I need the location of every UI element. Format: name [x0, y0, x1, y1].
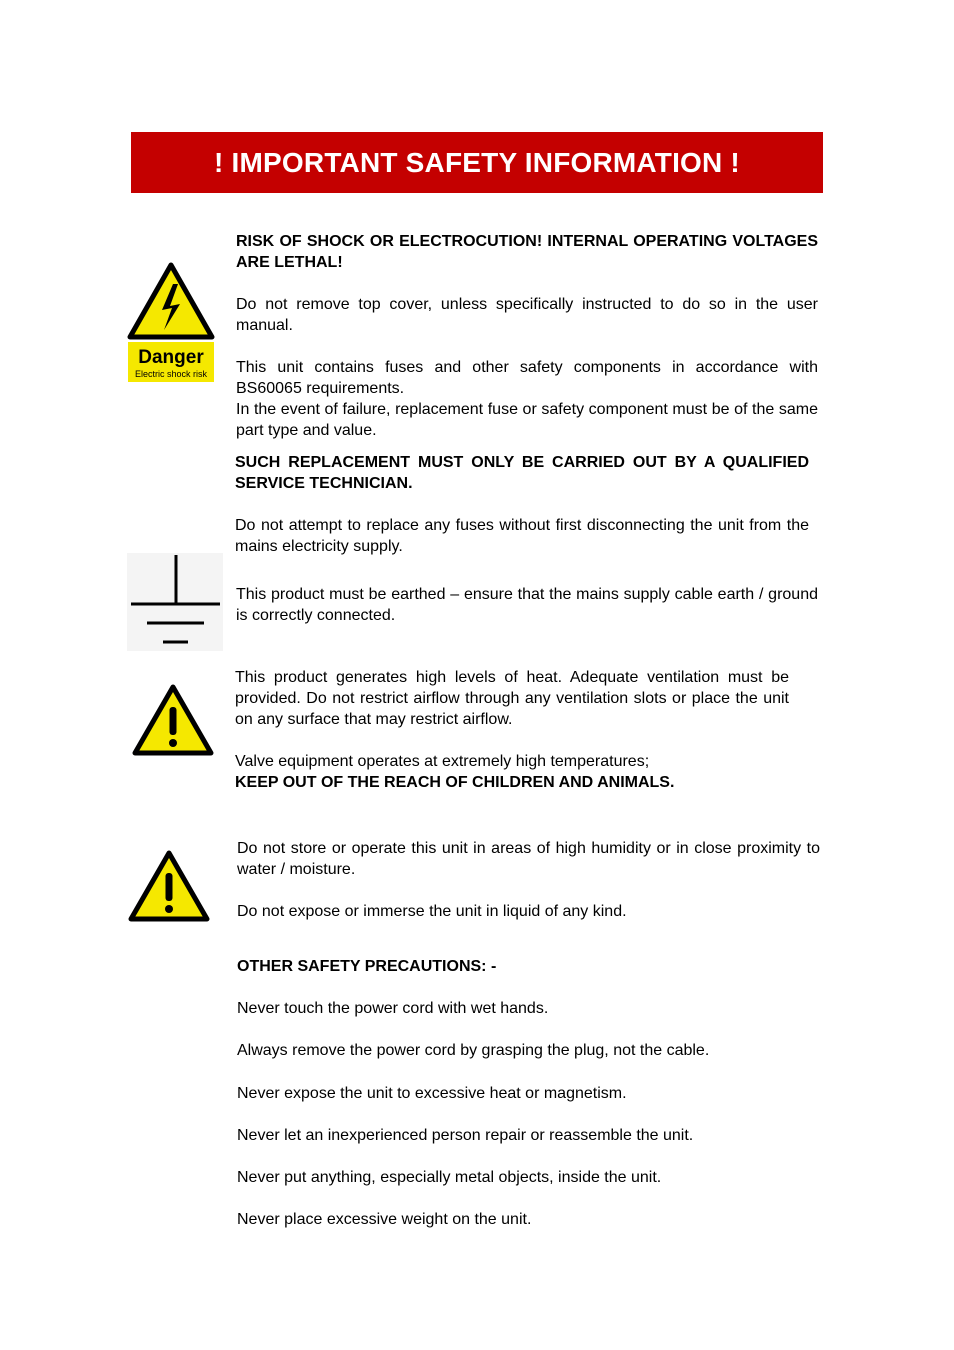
children-warning: KEEP OUT OF THE REACH OF CHILDREN AND ANIMALS. [235, 774, 675, 791]
technician-warning: SUCH REPLACEMENT MUST ONLY BE CARRIED OUT BY A QUALIFIED SERVICE TECHNICIAN. [235, 454, 809, 492]
precaution-item: Never place excessive weight on the unit. [237, 1211, 532, 1228]
precaution-item: Never let an inexperienced person repair or reassemble the unit. [237, 1127, 694, 1144]
precaution-item: Never put anything, especially metal objects, inside the unit. [237, 1169, 662, 1186]
ventilation-note: This product generates high levels of heat. Adequate ventilation must be provided. Do not restrict airflow through any ventilation slots or place the unit on any surface that may restrict airflow. [235, 669, 789, 728]
safety-banner [131, 132, 823, 193]
top-cover-note: Do not remove top cover, unless specifically instructed to do so in the user manual. [236, 296, 818, 334]
earthed-note: This product must be earthed – ensure that the mains supply cable earth / ground is correctly connected. [236, 586, 818, 624]
replacement-note: In the event of failure, replacement fuse or safety component must be of the same part type and value. [236, 401, 818, 439]
disconnect-note: Do not attempt to replace any fuses without first disconnecting the unit from the mains electricity supply. [235, 517, 809, 555]
electric-shock-warning-icon [126, 262, 216, 382]
caution-icon [131, 683, 215, 757]
humidity-note: Do not store or operate this unit in areas of high humidity or in close proximity to water / moisture. [237, 840, 820, 878]
temperature-note: Valve equipment operates at extremely high temperatures; [235, 753, 650, 770]
fuses-note: This unit contains fuses and other safety components in accordance with BS60065 requirements. [236, 359, 818, 397]
precautions-heading: OTHER SAFETY PRECAUTIONS: - [237, 958, 497, 975]
danger-label-title: Danger [138, 347, 204, 368]
earth-ground-icon [127, 553, 223, 651]
precaution-item: Always remove the power cord by grasping the plug, not the cable. [237, 1042, 710, 1059]
shock-warning: RISK OF SHOCK OR ELECTROCUTION! INTERNAL OPERATING VOLTAGES ARE LETHAL! [236, 233, 818, 271]
page-title: ! IMPORTANT SAFETY INFORMATION ! [214, 146, 740, 178]
caution-icon [127, 849, 211, 923]
precaution-item: Never expose the unit to excessive heat or magnetism. [237, 1085, 627, 1102]
precaution-item: Never touch the power cord with wet hands. [237, 1000, 549, 1017]
liquid-note: Do not expose or immerse the unit in liquid of any kind. [237, 903, 627, 920]
danger-label-subtitle: Electric shock risk [134, 369, 208, 379]
